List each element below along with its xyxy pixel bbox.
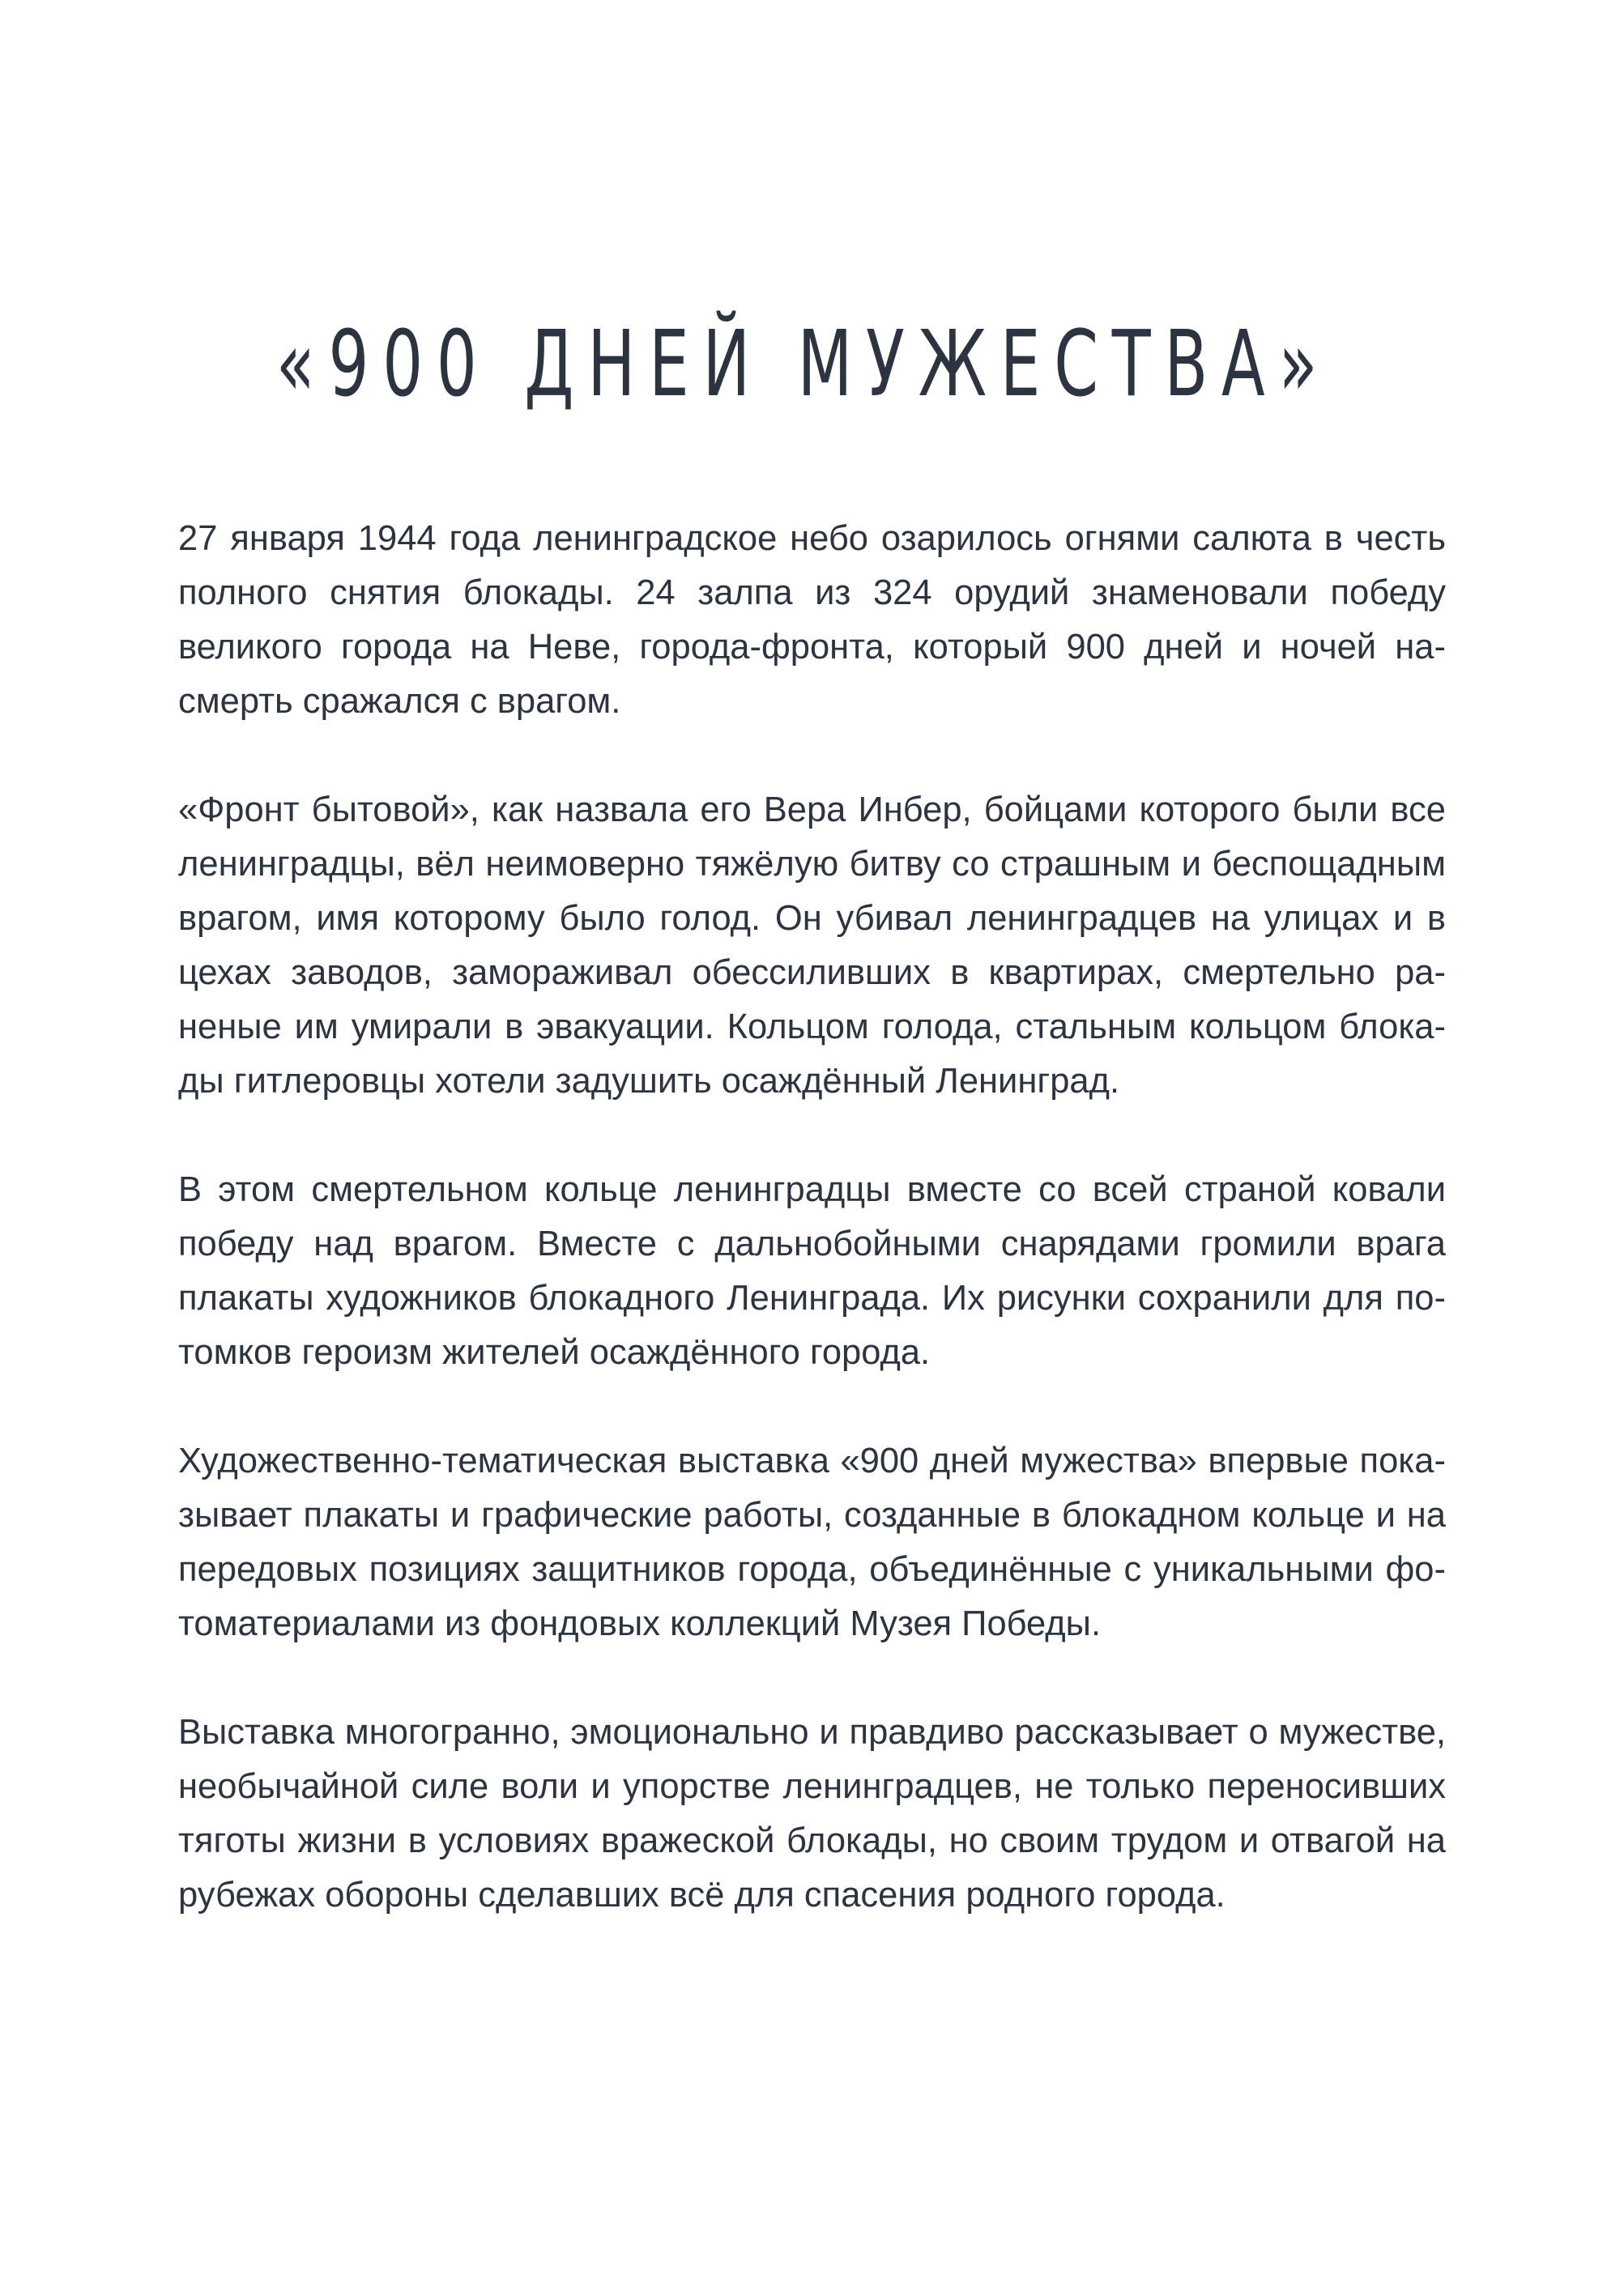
body-text bbox=[178, 512, 1446, 1977]
page-title: «900 ДНЕЙ МУЖЕСТВА» bbox=[275, 312, 1332, 418]
paragraph: Художественно-тематическая выставка «900 дней мужества» впервые показывает плакаты и графические работы, созданные в блокадном кольце и на передовых позициях защитников города, объединённые с уникальными фотоматериалами из фондовых коллекций Музея Победы. bbox=[178, 1442, 1446, 1643]
paragraph: Выставка многогранно, эмоционально и правдиво рассказывает о мужестве, необычайной силе воли и упорстве ленинградцев, не только переносивших тяготы жизни в условиях вражеской блокады, но своим трудом и отвагой на рубежах обороны сделавших всё для спасения родного города. bbox=[178, 1713, 1446, 1915]
paragraph: 27 января 1944 года ленинградское небо озарилось огнями салюта в честь полного снятия блокады. 24 залпа из 324 орудий знаменовали победу великого города на Неве, города-фронта, который 900 дней и ночей насмерть сражался с врагом. bbox=[178, 519, 1446, 721]
paragraph: «Фронт бытовой», как назвала его Вера Инбер, бойцами которого были все ленинградцы, вёл неимоверно тяжёлую битву со страшным и беспощадным врагом, имя которому было голод. Он убивал ленинградцев на улицах и в цехах заводов, замораживал обессиливших в квартирах, смертельно раненые им умирали в эвакуации. Кольцом голода, стальным кольцом блокады гитлеровцы хотели задушить осаждённый Ленинград. bbox=[178, 790, 1446, 1101]
paragraph: В этом смертельном кольце ленинградцы вместе со всей страной ковали победу над врагом. Вместе с дальнобойными снарядами громили врага плакаты художников блокадного Ленинграда. Их рисунки сохранили для потомков героизм жителей осаждённого города. bbox=[178, 1170, 1446, 1372]
